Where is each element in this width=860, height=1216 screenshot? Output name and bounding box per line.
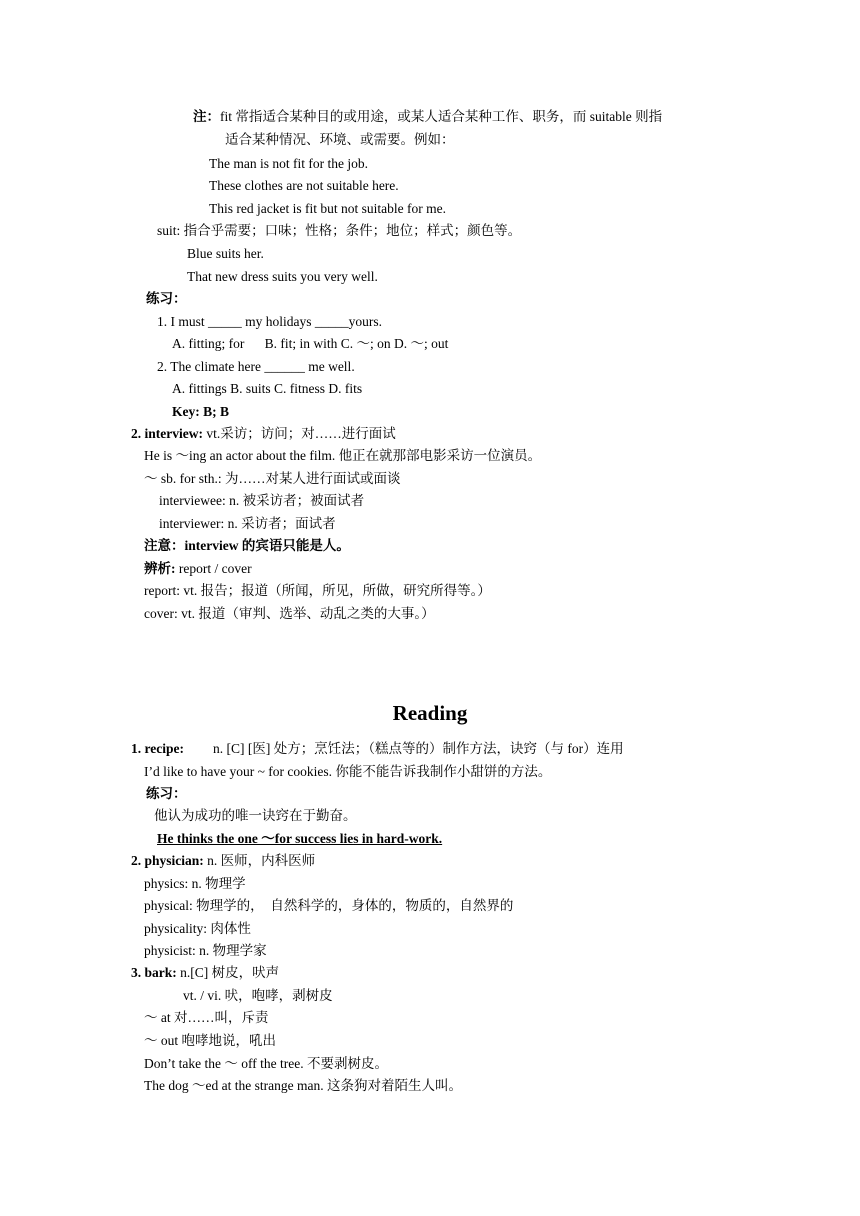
interviewer-line: interviewer: n. 采访者；面试者 [159,516,336,531]
bianxi-text: report / cover [175,561,252,576]
bianxi-label: 辨析: [144,561,176,576]
practice-label: 练习： [146,786,187,801]
bark-entry [131,965,279,981]
practice-chinese: 他认为成功的唯一诀窍在于勤奋。 [154,808,357,823]
cover-line: cover: vt. 报道（审判、选举、动乱之类的大事。） [144,606,435,621]
bianxi-line [144,561,252,577]
bark-example-2: The dog ～ed at the strange man. 这条狗对着陌生人叫。 [144,1078,462,1093]
practice-key: Key: B; B [172,404,229,419]
interviewee-line: interviewee: n. 被采访者；被面试者 [159,493,365,508]
entry-def: n. 医师，内科医师 [203,853,316,868]
recipe-head: 1. recipe: [131,741,184,756]
entry-def: n.[C] 树皮，吠声 [176,965,280,980]
practice-answer: He thinks the one ～for success lies in hard-work. [157,831,443,846]
recipe-example: I’d like to have your ~ for cookies. 你能不能告诉我制作小甜饼的方法。 [144,764,552,779]
practice-options-2: A. fittings B. suits C. fitness D. fits [172,381,363,396]
recipe-def: n. [C] [医] 处方；烹饪法；（糕点等的）制作方法，诀窍（与 for）连用 [213,741,624,756]
interview-example: He is ～ing an actor about the film. 他正在就那部电影采访一位演员。 [144,448,542,463]
entry-head: 3. bark: [131,965,177,980]
note-label: 注： [193,109,220,124]
section-title-reading: Reading [392,701,468,725]
bark-example-1: Don’t take the ～ off the tree. 不要剥树皮。 [144,1056,388,1071]
entry-head: 2. interview: [131,426,203,441]
practice-label: 练习： [146,291,187,306]
physics-line: physics: n. 物理学 [144,876,246,891]
physical-line: physical: 物理学的， 自然科学的，身体的，物质的，自然界的 [144,898,514,913]
physicist-line: physicist: n. 物理学家 [144,943,267,958]
entry-head: 2. physician: [131,853,204,868]
physician-entry [131,853,315,869]
report-line: report: vt. 报告；报道（所闻，所见，所做，研究所得等。） [144,583,491,598]
note-fit-line2: 适合某种情况、环境、或需要。例如： [225,132,455,147]
bark-out: ～ out 咆哮地说，吼出 [144,1033,277,1048]
note-fit-text: fit 常指适合某种目的或用途，或某人适合某种工作、职务，而 suitable 则指 [220,109,663,124]
example-sentence: The man is not fit for the job. [209,156,368,171]
example-sentence: Blue suits her. [187,246,264,261]
practice-options-1: A. fitting; for B. fit; in with C. ～; on D. ～; out [172,336,449,351]
example-sentence: That new dress suits you very well. [187,269,378,284]
bark-verb: vt. / vi. 吠，咆哮，剥树皮 [183,988,333,1003]
example-sentence: These clothes are not suitable here. [209,178,399,193]
physicality-line: physicality: 肉体性 [144,921,251,936]
example-sentence: This red jacket is fit but not suitable for me. [209,201,446,216]
suit-definition: suit: 指合乎需要；口味；性格；条件；地位；样式；颜色等。 [157,223,522,238]
bark-at: ～ at 对……叫，斥责 [144,1010,269,1025]
interview-note: 注意：interview 的宾语只能是人。 [144,538,350,553]
interview-phrase: ～ sb. for sth.: 为……对某人进行面试或面谈 [144,471,401,486]
practice-question-2: 2. The climate here ______ me well. [157,359,355,374]
note-fit-line1 [193,109,662,125]
interview-entry [131,426,396,442]
entry-def: vt.采访；访问；对……进行面试 [202,426,396,441]
practice-question-1: 1. I must _____ my holidays _____yours. [157,314,382,329]
